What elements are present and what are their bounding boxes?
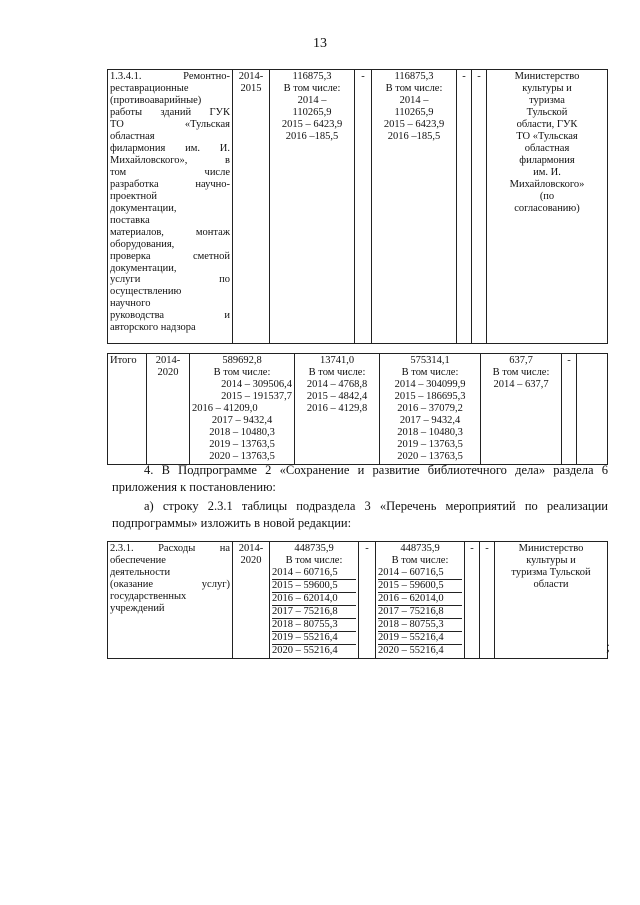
name-line: авторского надзора: [110, 322, 196, 334]
regional-breakdown: В том числе:: [391, 554, 449, 566]
responsible-line: филармония: [519, 154, 575, 166]
grand-local-cell: [481, 354, 562, 465]
name-line: 1.3.4.1. Ремонтно-: [110, 71, 230, 82]
grand-total-value: 589692,8: [222, 355, 262, 366]
local-funding-cell: -: [457, 70, 472, 344]
total-year: 2020 – 55216,4: [272, 644, 338, 656]
local-breakdown: В том числе:: [492, 366, 550, 378]
regional-year: 2014 – 304099,9: [394, 378, 466, 390]
regional-value: 448735,9: [400, 543, 440, 554]
name-line: разработка научно-: [110, 178, 230, 190]
name-line: филармония им. И.: [110, 142, 230, 154]
name-line: (противоаварийные): [110, 94, 202, 106]
grand-total-year: 2019 – 13763,5: [209, 438, 275, 450]
grand-total-year: 2014 – 309506,4: [221, 378, 292, 390]
total-value: 448735,9: [294, 543, 334, 554]
total-value: 116875,3: [292, 71, 332, 82]
regional-year: 2018 – 10480,3: [397, 426, 463, 438]
grand-total-breakdown: В том числе:: [213, 366, 271, 378]
regional-year: 2019 – 13763,5: [397, 438, 463, 450]
local-value: 637,7: [509, 355, 533, 366]
total-breakdown: В том числе:: [285, 554, 343, 566]
name-line: ТО «Тульская: [110, 118, 230, 130]
period-end: 2020: [240, 554, 262, 566]
grand-total-year: 2017 – 9432,4: [211, 414, 273, 426]
total-funding-cell: [270, 542, 359, 659]
name-line: оборудования,: [110, 238, 175, 250]
responsible-line: Михайловского»: [509, 178, 585, 190]
federal-year: 2015 – 4842,4: [306, 390, 368, 402]
name-line: областная: [110, 130, 155, 142]
responsible-line: им. И.: [533, 166, 561, 178]
period-start: 2014-: [155, 355, 181, 366]
name-line: осуществлению: [110, 286, 182, 298]
total-period-cell: [147, 354, 190, 465]
regional-year: 2018 – 80755,3: [378, 619, 462, 632]
paragraph-subprogram-2: 4. В Подпрограмме 2 «Сохранение и развитие библиотечного дела» раздела 6 приложения к постановлению:: [112, 463, 608, 494]
grand-total-year: 2015 – 191537,7: [221, 390, 292, 402]
activity-name-lines: [110, 71, 230, 334]
grand-federal-cell: [295, 354, 380, 465]
total-year: 2015 – 59600,5: [272, 580, 356, 593]
regional-year: 2019 – 55216,4: [378, 632, 462, 645]
paragraph-row-2-3-1: а) строку 2.3.1 таблицы подраздела 3 «Перечень мероприятий по реализации подпрограммы» изложить в новой редакции:: [112, 499, 608, 530]
local-funding-cell: -: [465, 542, 480, 659]
federal-breakdown: В том числе:: [308, 366, 366, 378]
total-year: 2019 – 55216,4: [272, 632, 356, 645]
other-funding-cell: -: [472, 70, 487, 344]
total-year: 2017 – 75216,8: [272, 606, 356, 619]
regional-year: 2017 – 9432,4: [399, 414, 461, 426]
total-label-cell: Итого: [108, 354, 147, 465]
federal-year: 2016 – 4129,8: [306, 402, 368, 414]
grand-other-cell: -: [562, 354, 577, 465]
federal-year: 2014 – 4768,8: [306, 378, 368, 390]
responsible-line: ТО «Тульская: [516, 130, 578, 142]
total-table: [107, 353, 608, 465]
regional-breakdown: В том числе:: [401, 366, 459, 378]
name-line: реставрационные: [110, 82, 189, 94]
period-cell: [233, 542, 270, 659]
responsible-line: туризма: [529, 94, 565, 106]
regional-year: 2016 –185,5: [387, 130, 441, 142]
regional-year: 2020 – 55216,4: [378, 644, 444, 656]
total-year: 2018 – 80755,3: [272, 619, 356, 632]
regional-year: 110265,9: [394, 106, 434, 118]
regional-year: 2016 – 62014,0: [378, 593, 462, 606]
name-line: деятельности: [110, 566, 171, 578]
total-year: 2016 – 62014,0: [272, 593, 356, 606]
name-line: документации,: [110, 202, 177, 214]
regional-funding-cell: [372, 70, 457, 344]
grand-regional-cell: [380, 354, 481, 465]
grand-total-year: 2018 – 10480,3: [209, 426, 275, 438]
total-year: 110265,9: [292, 106, 332, 118]
responsible-line: (по: [539, 190, 555, 202]
total-year: 2016 –185,5: [285, 130, 339, 142]
grand-total-year: 2016 – 41209,0: [192, 402, 258, 414]
name-line: (оказание услуг): [110, 578, 230, 590]
regional-year: 2020 – 13763,5: [397, 450, 463, 462]
regional-value: 116875,3: [394, 71, 434, 82]
regional-year: 2016 – 37079,2: [397, 402, 463, 414]
activity-name-cell: [108, 542, 233, 659]
grand-total-year: 2020 – 13763,5: [209, 450, 275, 462]
federal-value: 13741,0: [319, 355, 355, 366]
responsible-cell: [487, 70, 608, 344]
regional-year: 2015 – 6423,9: [383, 118, 445, 130]
regional-year: 2017 – 75216,8: [378, 606, 462, 619]
name-line: научного: [110, 298, 151, 310]
name-line: том числе: [110, 166, 230, 178]
name-line: 2.3.1. Расходы на: [110, 543, 230, 554]
total-year: 2014 – 60716,5: [272, 567, 356, 580]
grand-blank-cell: [577, 354, 608, 465]
name-line: документации,: [110, 262, 177, 274]
responsible-line: Министерство: [518, 543, 584, 554]
total-breakdown: В том числе:: [283, 82, 341, 94]
regional-year: 2014 –: [399, 94, 429, 106]
regional-year: 2014 – 60716,5: [378, 567, 462, 580]
activity-table-1-3-4-1: [107, 69, 608, 344]
regional-funding-cell: [376, 542, 465, 659]
responsible-line: области, ГУК: [516, 118, 578, 130]
responsible-line: областная: [524, 142, 570, 154]
responsible-line: культуры и: [526, 554, 576, 566]
page-number: 13: [313, 36, 327, 51]
responsible-line: Министерство: [514, 71, 580, 82]
responsible-line: согласованию): [514, 202, 580, 214]
local-year: 2014 – 637,7: [493, 378, 549, 390]
period-end: 2015: [240, 82, 262, 94]
responsible-cell: [495, 542, 608, 659]
activity-table-2-3-1: [107, 541, 608, 659]
total-year: 2015 – 6423,9: [281, 118, 343, 130]
regional-year: 2015 – 59600,5: [378, 580, 462, 593]
responsible-line: туризма Тульской: [511, 566, 591, 578]
name-line: материалов, монтаж: [110, 226, 230, 238]
name-line: учреждений: [110, 602, 165, 614]
period-end: 2020: [157, 366, 179, 378]
period-cell: [233, 70, 270, 344]
grand-total-cell: [190, 354, 295, 465]
federal-funding-cell: -: [355, 70, 372, 344]
name-line: работы зданий ГУК: [110, 106, 230, 118]
total-year: 2014 –: [297, 94, 327, 106]
activity-name-cell: [108, 70, 233, 344]
name-line: проектной: [110, 190, 157, 202]
name-line: поставка: [110, 214, 150, 226]
name-line: государственных: [110, 590, 187, 602]
trailing-semicolon: ;: [606, 640, 610, 655]
responsible-line: области: [533, 578, 569, 590]
regional-value: 575314,1: [410, 355, 450, 366]
other-funding-cell: -: [480, 542, 495, 659]
period-start: 2014-: [238, 543, 264, 554]
regional-breakdown: В том числе:: [385, 82, 443, 94]
period-start: 2014-: [238, 71, 264, 82]
name-line: обеспечение: [110, 554, 166, 566]
name-line: проверка сметной: [110, 250, 230, 262]
responsible-line: Тульской: [526, 106, 568, 118]
name-line: Михайловского», в: [110, 154, 230, 166]
regional-year: 2015 – 186695,3: [394, 390, 466, 402]
federal-funding-cell: -: [359, 542, 376, 659]
name-line: услуги по: [110, 274, 230, 286]
total-funding-cell: [270, 70, 355, 344]
name-line: руководства и: [110, 310, 230, 322]
responsible-line: культуры и: [522, 82, 572, 94]
